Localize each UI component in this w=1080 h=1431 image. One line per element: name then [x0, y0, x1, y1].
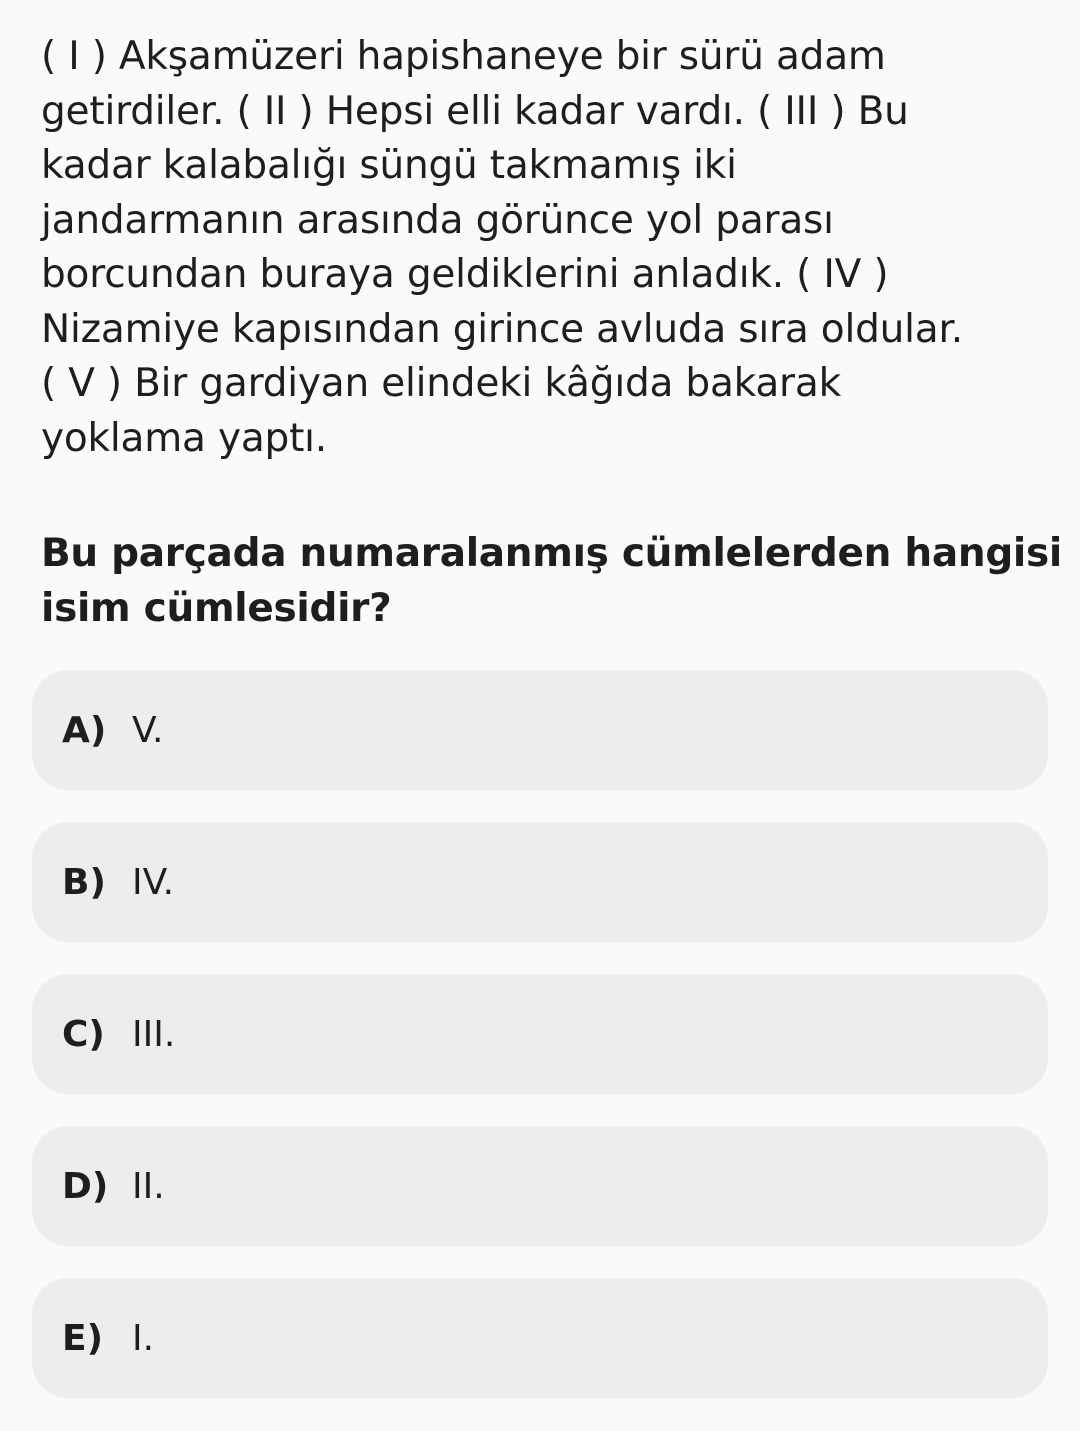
passage-line: kadar kalabalığı süngü takmamış iki — [41, 143, 737, 188]
option-letter: B) — [62, 861, 106, 903]
option-letter: C) — [62, 1013, 105, 1055]
answer-option-c[interactable] — [32, 974, 1048, 1094]
option-text: I. — [132, 1317, 155, 1359]
option-letter: E) — [62, 1317, 104, 1359]
answer-option-d[interactable] — [32, 1126, 1048, 1246]
question-prompt — [41, 526, 1062, 636]
option-letter: A) — [62, 709, 107, 751]
question-passage — [41, 30, 1041, 466]
passage-line: getirdiler. ( II ) Hepsi elli kadar vardı. ( III ) Bu — [41, 88, 909, 134]
answer-options — [32, 670, 1048, 1430]
passage-line: jandarmanın arasında görünce yol parası — [41, 197, 834, 243]
option-letter: D) — [62, 1165, 109, 1207]
option-text: V. — [132, 709, 164, 751]
question-line: Bu parçada numaralanmış cümlelerden hangisi — [41, 531, 1062, 576]
passage-line: ( I ) Akşamüzeri hapishaneye bir sürü adam — [41, 34, 886, 79]
option-text: IV. — [132, 861, 175, 903]
passage-line: borcundan buraya geldiklerini anladık. ( IV ) — [41, 252, 889, 297]
option-text: III. — [132, 1013, 176, 1055]
option-text: II. — [132, 1165, 165, 1207]
answer-option-b[interactable] — [32, 822, 1048, 942]
passage-line: yoklama yaptı. — [41, 415, 328, 461]
passage-line: ( V ) Bir gardiyan elindeki kâğıda bakarak — [41, 361, 841, 406]
answer-option-a[interactable] — [32, 670, 1048, 790]
question-line: isim cümlesidir? — [41, 586, 392, 631]
passage-line: Nizamiye kapısından girince avluda sıra oldular. — [41, 306, 963, 352]
answer-option-e[interactable] — [32, 1278, 1048, 1398]
